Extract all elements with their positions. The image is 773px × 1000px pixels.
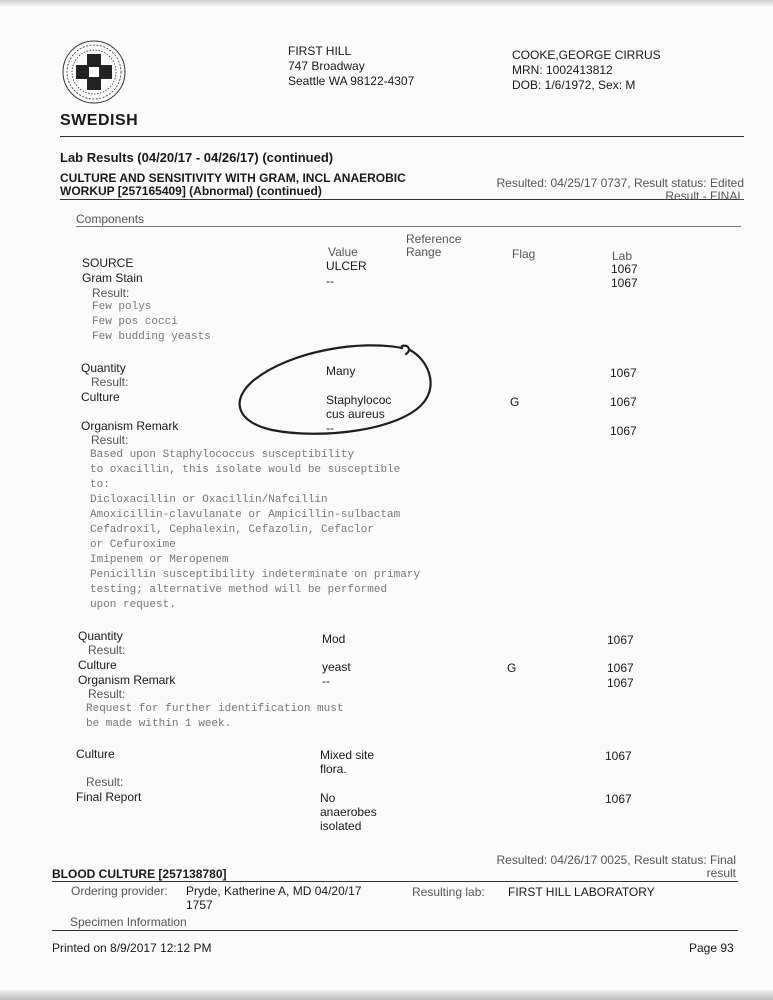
culture-3-value <box>320 748 374 776</box>
culture-2-value: yeast <box>322 660 351 674</box>
culture-1-name: Culture <box>81 390 120 404</box>
gram-stain-result-label: Result: <box>92 286 130 300</box>
components-label: Components <box>76 212 145 226</box>
printed-on: Printed on 8/9/2017 12:12 PM <box>52 941 212 955</box>
result-line: Amoxicillin-clavulanate or Ampicillin-sulbactam <box>90 509 401 521</box>
test-status-line1: Resulted: 04/25/17 0737, Result status: Edited <box>496 176 744 190</box>
final-report-value-line2: anaerobes <box>320 805 377 819</box>
culture-3-lab: 1067 <box>605 749 632 763</box>
resulting-lab-label: Resulting lab: <box>412 885 485 899</box>
facility-address-line1: 747 Broadway <box>288 59 365 73</box>
ordering-provider-value-line1: Pryde, Katherine A, MD 04/20/17 <box>186 884 362 898</box>
ordering-provider-label: Ordering provider: <box>71 884 168 898</box>
final-report-value-line3: isolated <box>320 819 362 833</box>
page-number: Page 93 <box>689 941 734 955</box>
result-line: Based upon Staphylococcus susceptibility <box>90 449 355 461</box>
final-report-value-line1: No <box>320 791 336 805</box>
culture-3-value-line1: Mixed site <box>320 748 375 762</box>
blood-culture-status <box>497 854 736 880</box>
ordering-provider-value <box>186 884 361 912</box>
culture-2-lab: 1067 <box>607 661 634 675</box>
blood-culture-status-line2: result <box>706 866 736 880</box>
culture-3-result-label: Result: <box>86 775 124 789</box>
result-line: Few budding yeasts <box>92 331 211 343</box>
column-header-value: Value <box>328 245 358 259</box>
specimen-information-label: Specimen Information <box>70 915 187 929</box>
blood-culture-title: BLOOD CULTURE [257138780] <box>52 867 227 881</box>
organism-remark-1-result-label: Result: <box>91 433 129 447</box>
components-rule <box>76 226 741 227</box>
culture-1-value-line2: cus aureus <box>326 407 385 421</box>
organism-remark-2-value: -- <box>322 674 330 688</box>
facility-block <box>288 44 414 89</box>
patient-dob: DOB: 1/6/1972, Sex: M <box>512 78 636 92</box>
culture-1-flag: G <box>510 395 520 409</box>
quantity-1-result-label: Result: <box>91 375 129 389</box>
organism-remark-1-result-text <box>90 448 420 613</box>
gram-stain-result-text <box>92 300 211 345</box>
section-title: Lab Results (04/20/17 - 04/26/17) (continued) <box>60 150 334 165</box>
result-line: upon request. <box>90 599 176 611</box>
swedish-logo-icon <box>60 38 128 106</box>
scan-edge-top <box>0 0 773 6</box>
result-line: Request for further identification must <box>86 703 344 715</box>
test-status-line2: Result - FINAL <box>665 189 744 203</box>
source-name: SOURCE <box>82 256 134 270</box>
result-line: testing; alternative method will be performed <box>90 584 388 596</box>
final-report-lab: 1067 <box>605 792 632 806</box>
brand-name: SWEDISH <box>60 112 139 129</box>
organism-remark-1-value: -- <box>326 421 334 435</box>
final-report-name: Final Report <box>76 790 142 804</box>
header-rule <box>60 136 744 137</box>
column-header-range: Range <box>406 245 442 259</box>
result-line: be made within 1 week. <box>86 718 232 730</box>
culture-1-value-line1: Staphylococ <box>326 393 392 407</box>
column-header-flag: Flag <box>512 247 536 261</box>
patient-mrn: MRN: 1002413812 <box>512 63 613 77</box>
culture-3-value-line2: flora. <box>320 762 347 776</box>
quantity-2-lab: 1067 <box>607 633 634 647</box>
gram-stain-name: Gram Stain <box>82 271 143 285</box>
quantity-1-name: Quantity <box>81 361 126 375</box>
gram-stain-lab: 1067 <box>611 276 638 290</box>
patient-block <box>512 48 661 93</box>
test-title <box>60 172 406 198</box>
organism-remark-2-result-text <box>86 702 343 732</box>
organism-remark-2-name: Organism Remark <box>78 673 176 687</box>
result-line: to oxacillin, this isolate would be susceptible <box>90 464 401 476</box>
test-status <box>497 177 745 203</box>
quantity-2-result-label: Result: <box>88 643 126 657</box>
column-header-lab: Lab <box>612 249 633 263</box>
source-value: ULCER <box>326 259 367 273</box>
quantity-2-value: Mod <box>322 632 346 646</box>
final-report-value <box>320 791 377 833</box>
culture-3-name: Culture <box>76 747 115 761</box>
scan-edge-bottom <box>0 990 773 1000</box>
test-title-line1: CULTURE AND SENSITIVITY WITH GRAM, INCL ANAEROBIC <box>60 171 406 185</box>
result-line: Imipenem or Meropenem <box>90 554 229 566</box>
quantity-1-lab: 1067 <box>610 366 637 380</box>
result-line: Dicloxacillin or Oxacillin/Nafcillin <box>90 494 328 506</box>
organism-remark-1-lab: 1067 <box>610 424 637 438</box>
organism-remark-2-lab: 1067 <box>607 676 634 690</box>
culture-2-name: Culture <box>78 658 117 672</box>
blood-culture-rule <box>52 881 738 882</box>
organism-remark-1-name: Organism Remark <box>81 419 179 433</box>
quantity-1-value: Many <box>326 364 356 378</box>
result-line: Penicillin susceptibility indeterminate on primary <box>90 569 421 581</box>
result-line: or Cefuroxime <box>90 539 176 551</box>
resulting-lab-value: FIRST HILL LABORATORY <box>508 885 655 899</box>
result-line: Few polys <box>92 301 152 313</box>
culture-2-flag: G <box>507 661 517 675</box>
source-lab: 1067 <box>611 262 638 276</box>
culture-1-lab: 1067 <box>610 395 637 409</box>
blood-culture-status-line1: Resulted: 04/26/17 0025, Result status: Final <box>496 853 736 867</box>
organism-remark-2-result-label: Result: <box>88 687 126 701</box>
result-line: Cefadroxil, Cephalexin, Cefazolin, Cefaclor <box>90 524 374 536</box>
test-title-line2: WORKUP [257165409] (Abnormal) (continued) <box>60 184 322 198</box>
patient-name: COOKE,GEORGE CIRRUS <box>512 48 661 62</box>
facility-name: FIRST HILL <box>288 44 352 58</box>
result-line: to: <box>90 479 110 491</box>
specimen-rule <box>52 930 738 931</box>
quantity-2-name: Quantity <box>78 629 123 643</box>
gram-stain-value: -- <box>326 274 334 288</box>
facility-address-line2: Seattle WA 98122-4307 <box>288 74 415 88</box>
ordering-provider-value-line2: 1757 <box>186 898 213 912</box>
result-line: Few pos cocci <box>92 316 178 328</box>
column-header-reference: Reference <box>406 232 462 246</box>
